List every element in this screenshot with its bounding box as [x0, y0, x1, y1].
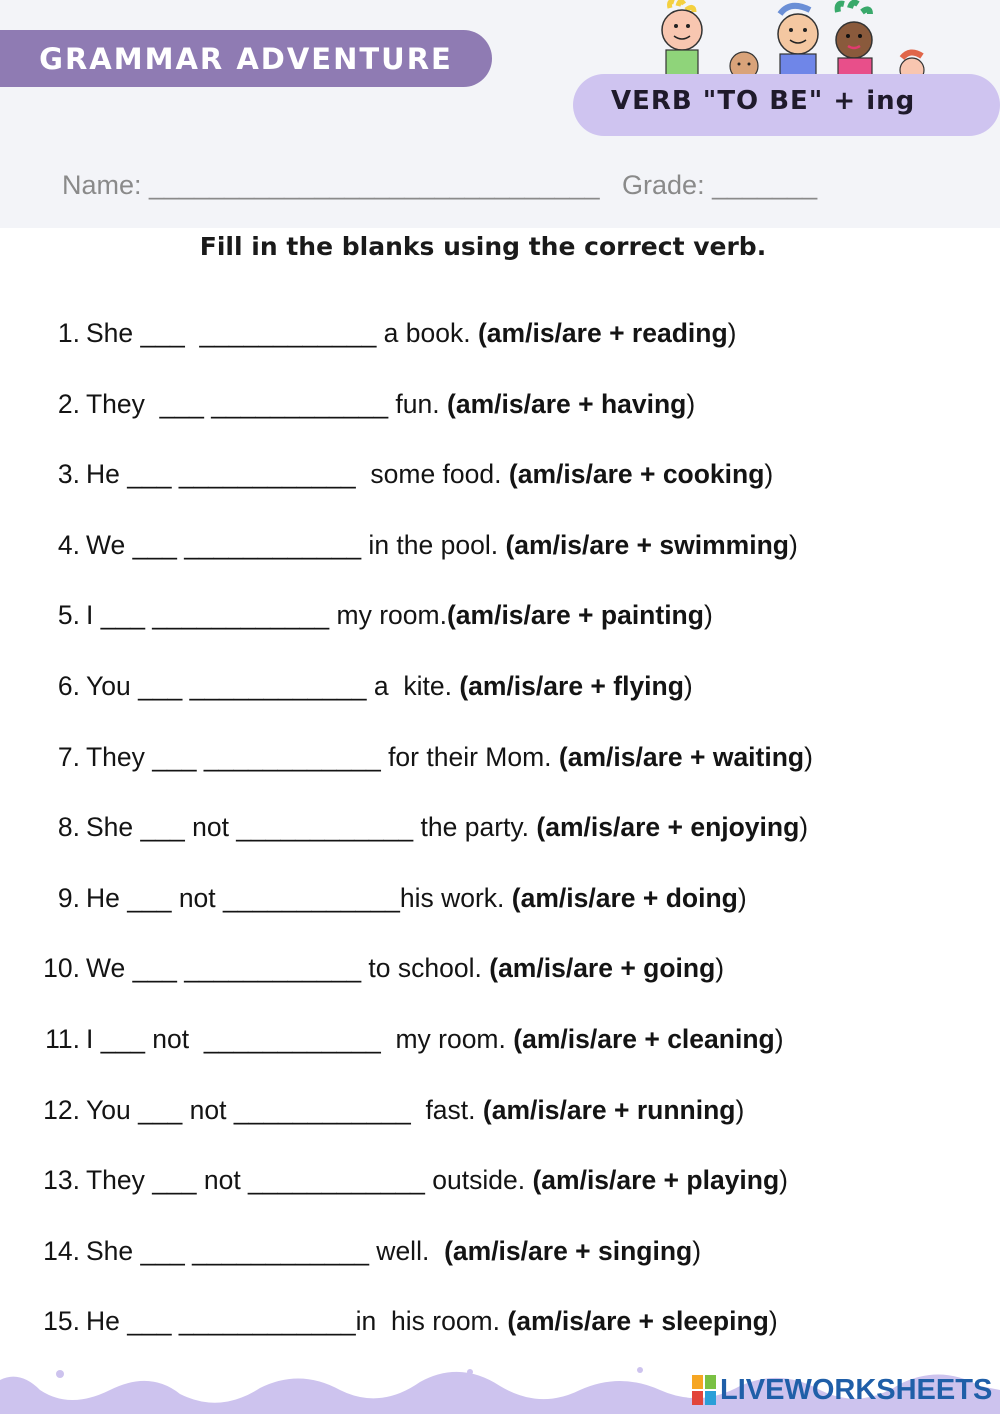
exercise-item [0, 1306, 1000, 1346]
sentence-text: He ___ not ____________his work. [86, 882, 512, 913]
verb-hint: (am/is/are + reading) [477, 318, 737, 348]
exercise-number: 13. [43, 1165, 80, 1196]
liveworksheets-logo[interactable] [692, 1372, 992, 1408]
exercise-item [0, 883, 1000, 923]
exercise-sentence[interactable] [86, 600, 713, 631]
kids-illustration [640, 0, 980, 80]
exercise-sentence[interactable] [86, 459, 773, 490]
exercise-number: 9. [57, 882, 80, 913]
sentence-text: I ___ not ____________ my room. [86, 1024, 514, 1054]
sentence-text: You ___ ____________ a kite. [86, 671, 460, 701]
exercise-item [0, 1024, 1000, 1064]
exercise-item [0, 1236, 1000, 1276]
exercise-item [0, 1095, 1000, 1135]
exercise-sentence[interactable] [86, 1306, 778, 1337]
verb-hint: (am/is/are + waiting) [558, 741, 813, 772]
verb-hint: (am/is/are + cooking) [508, 459, 774, 490]
sentence-text: He ___ ____________ some food. [86, 459, 509, 490]
verb-hint: (am/is/are + going) [489, 953, 725, 984]
grade-field[interactable]: Grade: _______ [622, 170, 818, 200]
verb-hint: (am/is/are + having) [447, 388, 696, 419]
instructions: Fill in the blanks using the correct verb. [199, 232, 767, 261]
sentence-text: They ___ ____________ for their Mom. [86, 741, 559, 772]
verb-hint: (am/is/are + flying) [459, 671, 693, 701]
exercise-number: 3. [57, 459, 80, 490]
sentence-text: We ___ ____________ to school. [86, 953, 490, 984]
sentence-text: I ___ ____________ my room. [86, 600, 447, 631]
sentence-text: We ___ ____________ in the pool. [86, 529, 506, 560]
exercise-number: 6. [57, 671, 80, 701]
sentence-text: She ___ ____________ a book. [86, 318, 478, 348]
sentence-text: She ___ ____________ well. [86, 1235, 445, 1266]
exercise-sentence[interactable] [86, 671, 693, 702]
verb-hint: (am/is/are + doing) [511, 882, 747, 913]
verb-hint: (am/is/are + running) [482, 1094, 745, 1125]
exercise-sentence[interactable] [86, 1236, 701, 1267]
exercise-sentence[interactable] [86, 742, 813, 773]
exercise-sentence[interactable] [86, 389, 695, 420]
exercise-sentence[interactable] [86, 1024, 784, 1055]
exercise-item [0, 530, 1000, 570]
exercise-sentence[interactable] [86, 530, 798, 561]
exercise-item [0, 389, 1000, 429]
sentence-text: They ___ ____________ fun. [86, 388, 447, 419]
verb-hint: (am/is/are + singing) [444, 1235, 702, 1266]
exercise-sentence[interactable] [86, 1165, 788, 1196]
title-banner [0, 30, 492, 87]
sentence-text: You ___ not ____________ fast. [86, 1094, 483, 1125]
exercise-sentence[interactable] [86, 883, 747, 914]
verb-hint: (am/is/are + enjoying) [536, 812, 809, 843]
exercise-number: 4. [57, 529, 80, 560]
verb-hint: (am/is/are + cleaning) [513, 1024, 784, 1054]
exercise-number: 2. [57, 388, 80, 419]
exercise-number: 7. [57, 741, 80, 772]
worksheet-topic: VERB "TO BE" + ing [611, 86, 916, 116]
exercise-number: 5. [57, 600, 80, 631]
sentence-text: She ___ not ____________ the party. [86, 812, 537, 843]
exercise-item [0, 318, 1000, 358]
exercise-number: 14. [43, 1235, 80, 1266]
sentence-text: They ___ not ____________ outside. [86, 1165, 533, 1196]
liveworksheets-mark-icon [692, 1375, 716, 1405]
name-grade-line [62, 170, 962, 201]
verb-hint: (am/is/are + swimming) [505, 529, 798, 560]
exercise-number: 11. [45, 1024, 80, 1054]
exercise-number: 12. [43, 1094, 80, 1125]
page-title: GRAMMAR ADVENTURE [39, 41, 453, 76]
exercise-number: 8. [57, 812, 80, 843]
exercise-sentence[interactable] [86, 812, 808, 843]
exercise-sentence[interactable] [86, 1095, 744, 1126]
exercise-item [0, 953, 1000, 993]
subtitle-banner [573, 74, 1000, 136]
exercise-item [0, 459, 1000, 499]
exercise-number: 15. [43, 1306, 80, 1337]
logo-text: LIVEWORKSHEETS [720, 1373, 993, 1406]
exercise-item [0, 671, 1000, 711]
verb-hint: (am/is/are + painting) [446, 600, 713, 631]
exercise-item [0, 812, 1000, 852]
verb-hint: (am/is/are + playing) [532, 1165, 788, 1196]
verb-hint: (am/is/are + sleeping) [507, 1306, 778, 1337]
exercise-sentence[interactable] [86, 318, 736, 349]
exercise-item [0, 1165, 1000, 1205]
sentence-text: He ___ ____________in his room. [86, 1306, 508, 1337]
exercise-sentence[interactable] [86, 953, 724, 984]
exercise-number: 1. [57, 318, 80, 348]
exercise-item [0, 742, 1000, 782]
exercise-item [0, 600, 1000, 640]
exercise-number: 10. [43, 953, 80, 984]
name-field[interactable]: Name: ______________________________ [62, 170, 600, 200]
